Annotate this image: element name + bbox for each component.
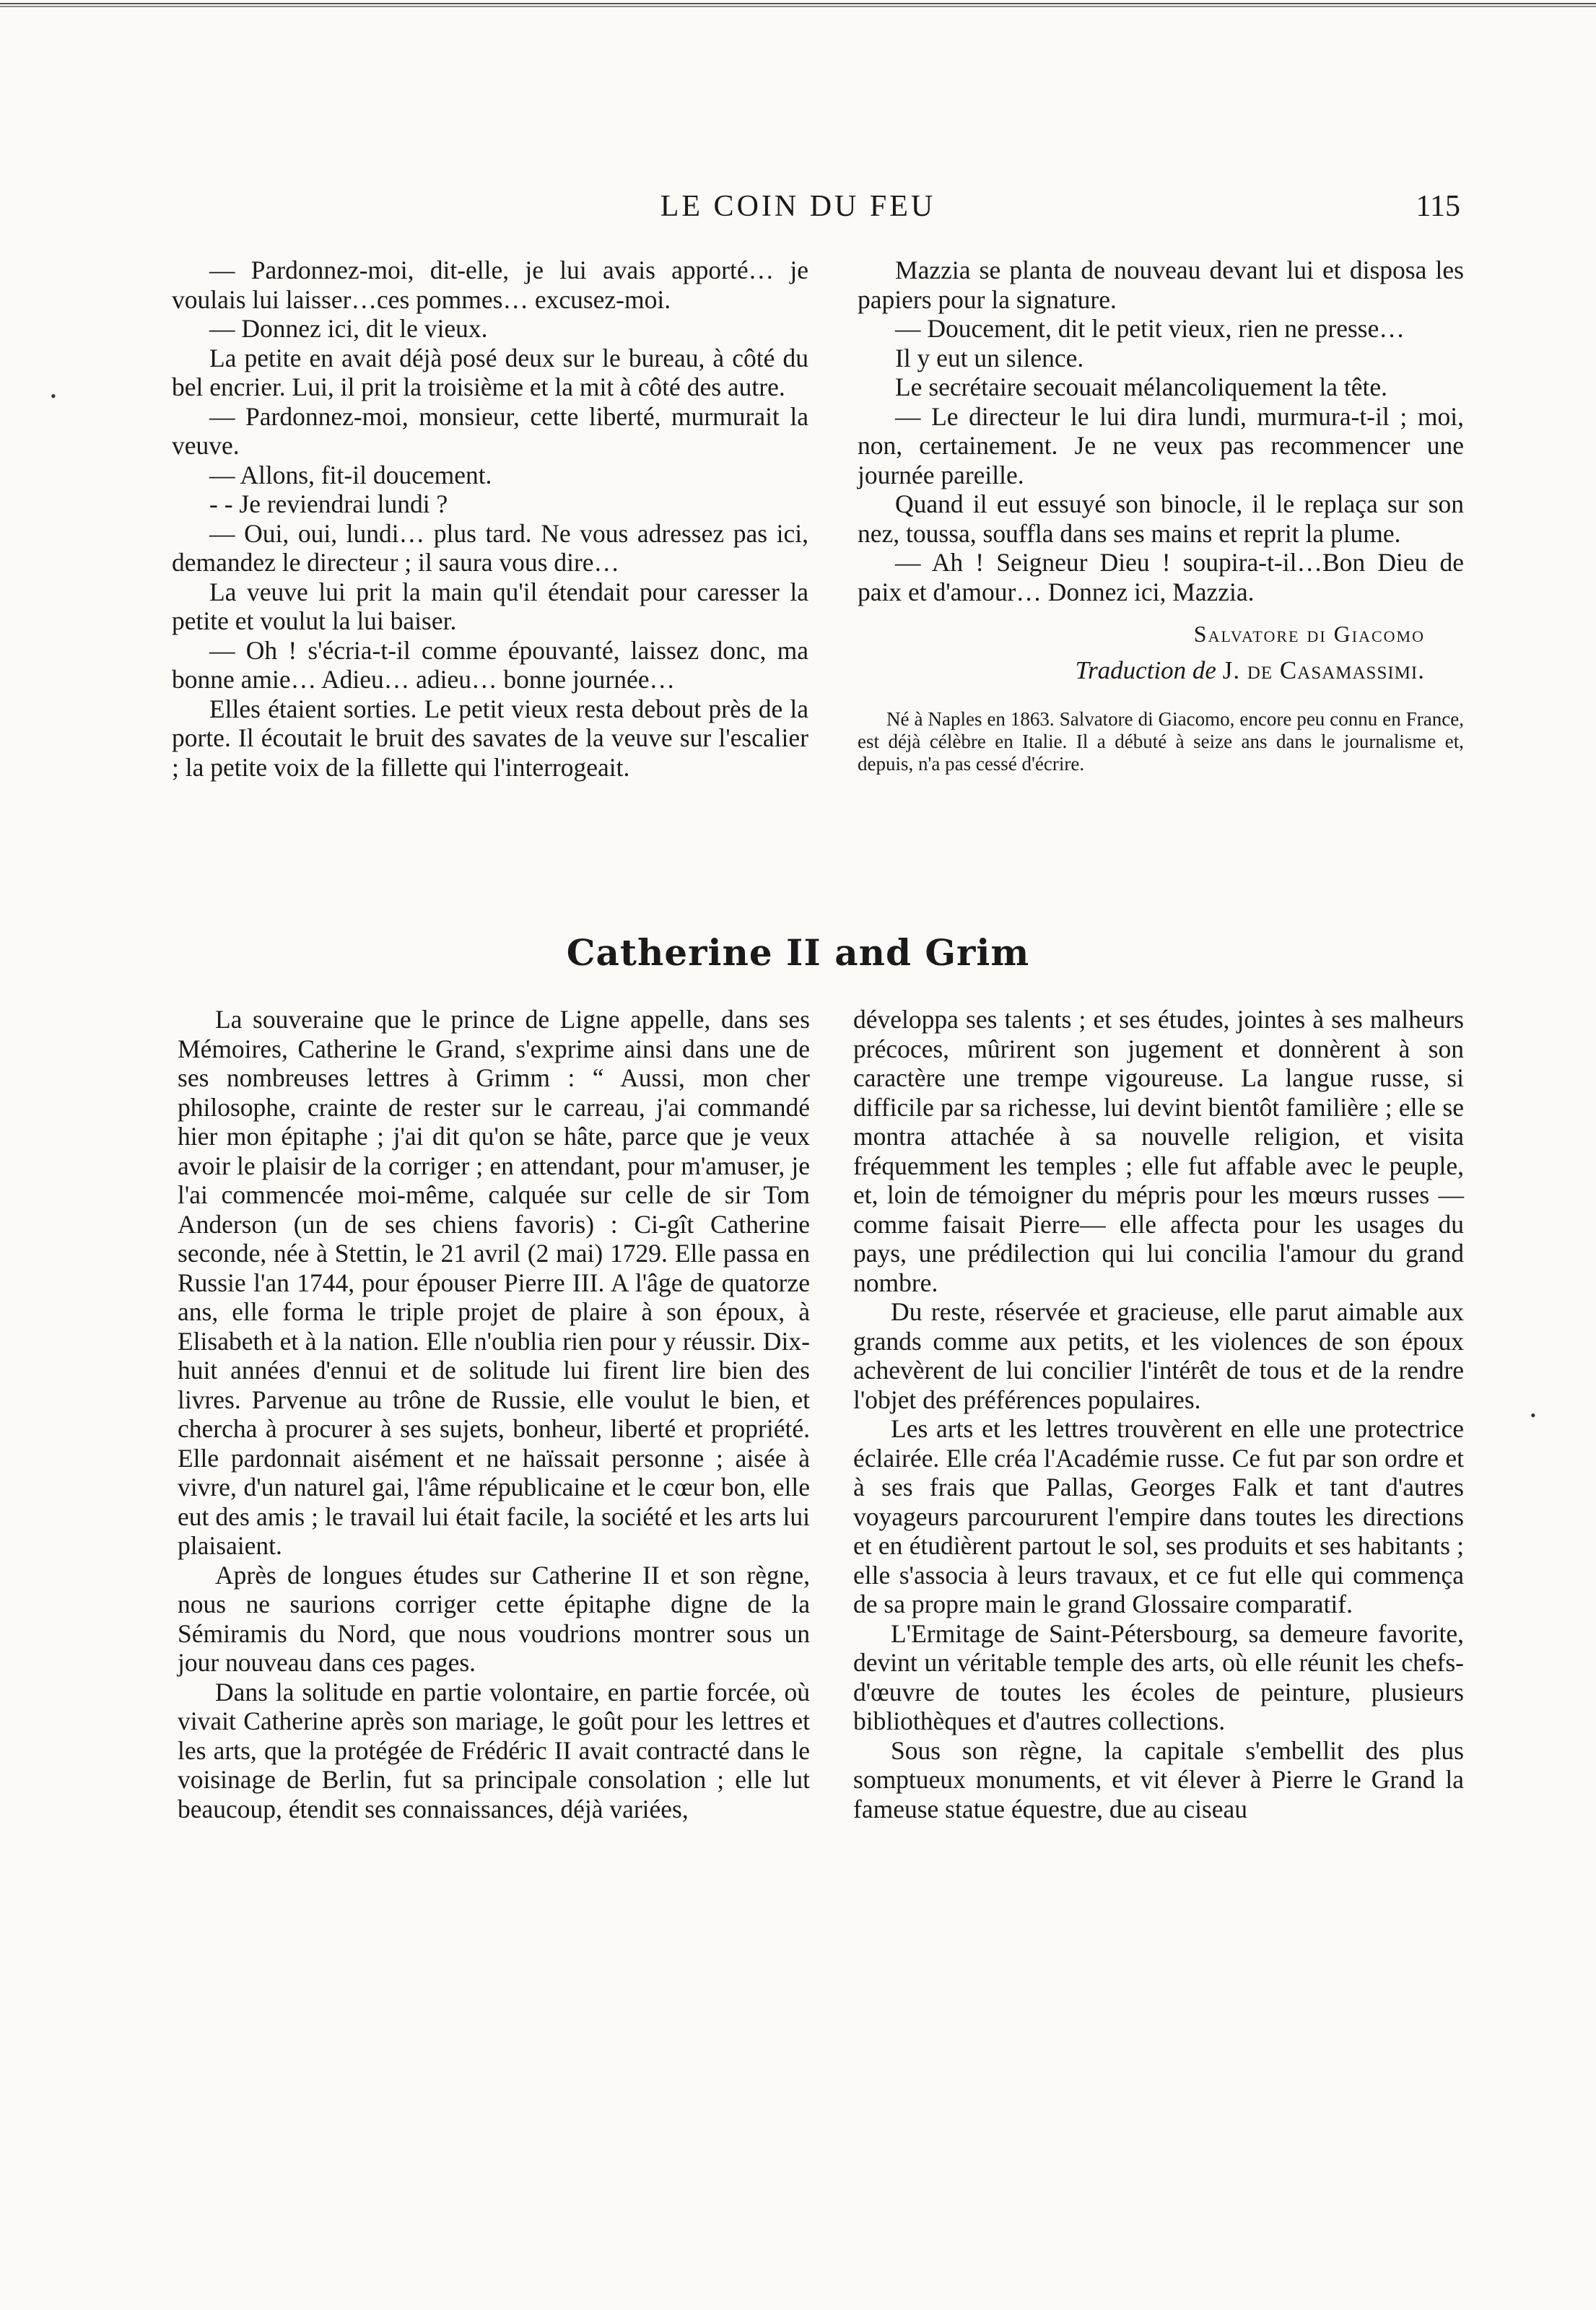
translation-prefix: Traduction de — [1075, 655, 1216, 684]
paragraph: — Oh ! s'écria-t-il comme épouvanté, laissez donc, ma bonne amie… Adieu… adieu… bonne journée… — [172, 635, 808, 694]
margin-dot: • — [51, 387, 56, 405]
paragraph: L'Ermitage de Saint-Pétersbourg, sa demeure favorite, devint un véritable temple des arts, où elle réunit les chefs-d'œuvre de toutes les écoles de peinture, plusieurs bibliothèques et d'autres collections. — [853, 1618, 1464, 1735]
article-column-left — [178, 1005, 810, 1823]
paragraph: — Doucement, dit le petit vieux, rien ne presse… — [895, 314, 1405, 343]
paragraph: — Pardonnez-moi, monsieur, cette liberté, murmurait la veuve. — [172, 401, 808, 460]
paragraph: Les arts et les lettres trouvèrent en elle une protectrice éclairée. Elle créa l'Académie russe. Ce fut par son ordre et à ses frais que Pallas, Georges Falk et tant d'autres voyageurs parcoururent l'empire dans toutes les directions et en étudièrent partout le sol, ses produits et ses habitants ; elle s'associa à leurs travaux, et ce fut elle qui commença de sa propre main le grand Glossaire comparatif. — [853, 1414, 1464, 1618]
author-signature: Salvatore di Giacomo — [1193, 621, 1425, 647]
running-title: LE COIN DU FEU — [660, 190, 936, 223]
margin-dot: • — [1530, 1406, 1536, 1424]
paragraph: Sous son règne, la capitale s'embellit des plus somptueux monuments, et vit élever à Pierre le Grand la fameuse statue équestre, due au ciseau — [853, 1735, 1464, 1823]
page-number: 115 — [1416, 190, 1460, 223]
story-column-left — [172, 256, 808, 782]
paragraph: - - Je reviendrai lundi ? — [209, 489, 448, 518]
paragraph: Elles étaient sorties. Le petit vieux resta debout près de la porte. Il écoutait le bruit des savates de la veuve sur l'escalier ; la petite voix de la fillette qui l'interrogeait. — [172, 694, 808, 782]
paragraph: — Allons, fit-il doucement. — [209, 460, 492, 489]
running-header — [0, 189, 1596, 232]
paragraph: — Ah ! Seigneur Dieu ! soupira-t-il…Bon Dieu de paix et d'amour… Donnez ici, Mazzia. — [858, 548, 1464, 606]
story-column-right — [858, 256, 1464, 775]
paragraph: — Pardonnez-moi, dit-elle, je lui avais apporté… je voulais lui laisser…ces pommes… excusez-moi. — [172, 256, 808, 314]
paragraph: Il y eut un silence. — [895, 343, 1084, 372]
paragraph: Dans la solitude en partie volontaire, en partie forcée, où vivait Catherine après son mariage, le goût pour les lettres et les arts, que la protégée de Frédéric II avait contracté dans le voisinage de Berlin, fut sa principale consolation ; elle lut beaucoup, étendit ses connaissances, déjà variées, — [178, 1677, 810, 1823]
author-bio-note: Né à Naples en 1863. Salvatore di Giacomo, encore peu connu en France, est déjà célèbre en Italie. Il a débuté à seize ans dans le journalisme et, depuis, n'a pas cessé d'écrire. — [858, 708, 1464, 775]
paragraph: Quand il eut essuyé son binocle, il le replaça sur son nez, toussa, souffla dans ses mains et reprit la plume. — [858, 489, 1464, 548]
translator-name: J. de Casamassimi. — [1222, 655, 1425, 684]
paragraph: Le secrétaire secouait mélancoliquement la tête. — [895, 372, 1388, 401]
paragraph: Mazzia se planta de nouveau devant lui et disposa les papiers pour la signature. — [858, 256, 1464, 314]
paragraph: Du reste, réservée et gracieuse, elle parut aimable aux grands comme aux petits, et les violences de son époux achevèrent de lui concilier l'intérêt de tous et de la rendre l'objet des préférences populaires. — [853, 1297, 1464, 1414]
paragraph: — Oui, oui, lundi… plus tard. Ne vous adressez pas ici, demandez le directeur ; il saura vous dire… — [172, 518, 808, 577]
paragraph: La veuve lui prit la main qu'il étendait pour caresser la petite et voulut la lui baiser. — [172, 577, 808, 635]
paragraph: — Le directeur le lui dira lundi, murmura-t-il ; moi, non, certainement. Je ne veux pas recommencer une journée pareille. — [858, 401, 1464, 489]
top-border-rule — [0, 3, 1596, 7]
paragraph: La petite en avait déjà posé deux sur le bureau, à côté du bel encrier. Lui, il prit la troisième et la mit à côté des autre. — [172, 343, 808, 401]
article-column-right — [853, 1005, 1464, 1823]
paragraph: La souveraine que le prince de Ligne appelle, dans ses Mémoires, Catherine le Grand, s'exprime ainsi dans une de ses nombreuses lettres à Grimm : “ Aussi, mon cher philosophe, crainte de rester sur le carreau, j'ai commandé hier mon épitaphe ; j'ai dit qu'on se hâte, parce que je veux avoir le plaisir de la corriger ; en attendant, pour m'amuser, je l'ai commencée moi-même, calquée sur celle de sir Tom Anderson (un de ses chiens favoris) : Ci-gît Catherine seconde, née à Stettin, le 21 avril (2 mai) 1729. Elle passa en Russie l'an 1744, pour épouser Pierre III. A l'âge de quatorze ans, elle forma le triple projet de plaire à son époux, à Elisabeth et à la nation. Elle n'oublia rien pour y réussir. Dix-huit années d'ennui et de solitude lui firent lire bien des livres. Parvenue au trône de Russie, elle voulut le bien, et chercha à procurer à ses sujets, bonheur, liberté et propriété. Elle pardonnait aisément et ne haïssait personne ; aisée à vivre, d'un naturel gai, l'âme républicaine et le cœur bon, elle eut des amis ; le travail lui était facile, la société et les arts lui plaisaient. — [178, 1005, 810, 1560]
paragraph: développa ses talents ; et ses études, jointes à ses malheurs précoces, mûrirent son jugement et donnèrent à son caractère une trempe vigoureuse. La langue russe, si difficile par sa richesse, lui devint bientôt familière ; elle se montra attachée à sa nouvelle religion, et visita fréquemment les temples ; elle fut affable avec le peuple, et, loin de témoigner du mépris pour les mœurs russes — comme faisait Pierre— elle affecta pour les usages du pays, une prédilection qui lui concilia l'amour du grand nombre. — [853, 1005, 1464, 1297]
paragraph: Après de longues études sur Catherine II et son règne, nous ne saurions corriger cette épitaphe digne de la Sémiramis du Nord, que nous voudrions montrer sous un jour nouveau dans ces pages. — [178, 1560, 810, 1677]
paragraph: — Donnez ici, dit le vieux. — [209, 314, 488, 343]
translation-credit — [858, 656, 1464, 686]
article-title: Catherine II and Grim — [566, 931, 1030, 974]
